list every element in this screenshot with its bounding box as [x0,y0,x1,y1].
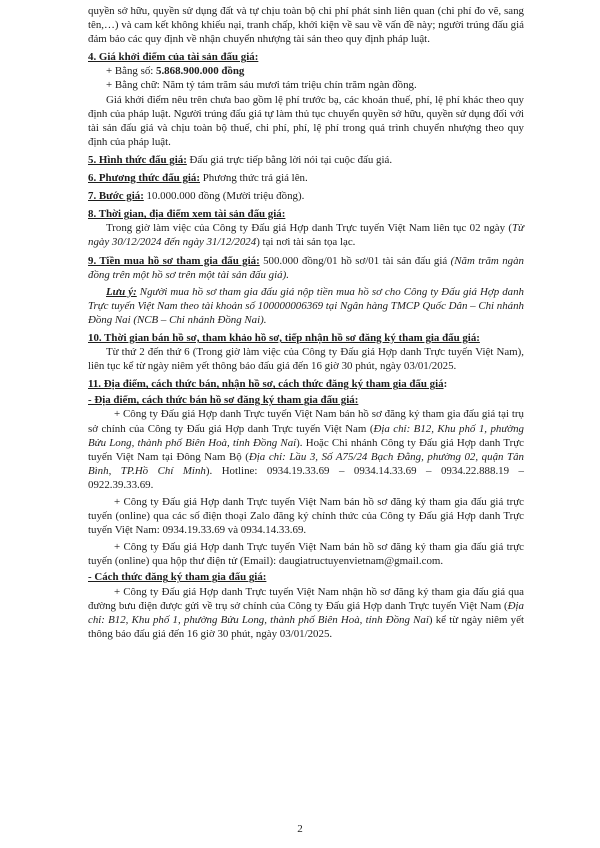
starting-price-note: Giá khởi điểm nêu trên chưa bao gồm lệ phí trước bạ, các khoản thuế, phí, lệ phí khác theo quy định của pháp luật. Người trúng đấu giá tự làm thủ tục chuyển quyền sở hữu, quyền sử dụng đối với tài sản đấu giá và chịu toàn bộ thuế, chi phí, phí, lệ phí trong quá trình chuyển nhượng theo quy định của pháp luật. [88,93,524,148]
p1-branch-address: Địa chỉ: Lầu 3, Số A75/24 Bạch Đằng, phường 02, quận Tân Bình, TP.Hồ Chí Minh [88,450,524,477]
section-11-title-colon: : [443,378,448,391]
section-11-title-text: 11. Địa điểm, cách thức bán, nhận hồ sơ, cách thức đăng ký tham gia đấu giá [88,378,444,391]
section-8-title-text: 8. Thời gian, địa điểm xem tài sản đấu giá: [88,208,286,221]
section-4-title [88,50,524,64]
starting-price-number [88,64,524,78]
page-number: 2 [297,823,303,835]
p1-a: + Công ty Đấu giá Hợp danh Trực tuyến Việt Nam bán hồ sơ đăng ký tham gia đấu giá tại trụ sở chính của Công ty Đấu giá Hợp danh Trực tuyến Việt Nam ( [88,408,524,435]
p1-c: ). Hoặc Chi nhánh Công ty Đấu giá Hợp danh Trực tuyến Việt Nam tại Đông Nam Bộ ( [88,436,524,463]
section-9-note-label: Lưu ý: [106,285,137,298]
p4-address: Địa chỉ: B12, Khu phố 1, phường Bửu Long, thành phố Biên Hoà, tỉnh Đồng Nai [88,599,524,626]
p4-c: ) kể từ ngày niêm yết thông báo đấu giá đến 16 giờ 30 phút, ngày 03/01/2025. [88,613,524,640]
section-8-dates: Từ ngày 30/12/2024 đến ngày 31/12/2024 [88,222,524,249]
section-9-text: 500.000 đồng/01 hồ sơ/01 tài sản đấu giá [259,254,451,267]
intro-paragraph: quyền sở hữu, quyền sử dụng đất và tự chịu toàn bộ chi phí phát sinh liên quan (chi phí đo vẽ, sang tên,…) và cam kết không khiếu nại, tranh chấp, khởi kiện về sau về vấn đề này; người trúng đấu giá đảm bảo các quy định về nhận chuyển nhượng tài sản theo quy định pháp luật. [88,5,524,46]
section-9-title: 9. Tiền mua hồ sơ tham gia đấu giá: [88,254,260,267]
section-7-text: 10.000.000 đồng (Mười triệu đồng). [143,190,305,203]
section-8-text-a: Trong giờ làm việc của Công ty Đấu giá Hợp danh Trực tuyến Việt Nam liên tục 02 ngày ( [106,222,512,235]
section-9 [88,254,524,282]
section-9-note [88,285,524,327]
p1-e: ). Hotline: 0934.19.33.69 – 0934.14.33.69 – 0934.22.888.19 – 0922.39.33.69. [88,464,524,491]
starting-price-words: + Bằng chữ: Năm tỷ tám trăm sáu mươi tám triệu chín trăm ngàn đồng. [106,79,417,92]
section-5-text: Đấu giá trực tiếp bằng lời nói tại cuộc đấu giá. [186,153,393,166]
section-11-sub2 [88,570,524,584]
section-7 [88,189,524,203]
section-9-text-italic: (Năm trăm ngàn đồng trên một hồ sơ trên một tài sản đấu giá). [88,254,524,281]
section-6 [88,171,524,185]
section-11-paragraph-2: + Công ty Đấu giá Hợp danh Trực tuyến Việt Nam bán hồ sơ đăng ký tham gia đấu giá trực tuyến (online) qua các số điện thoại Zalo đăng ký chính thức của Công ty Đấu giá Hợp danh Trực tuyến Việt Nam: 0934.19.33.69 và 0934.14.33.69. [88,496,524,537]
section-6-text: Phương thức trả giá lên. [200,172,308,185]
section-7-title: 7. Bước giá: [88,190,144,203]
section-11-paragraph-1 [88,407,524,492]
section-5-title: 5. Hình thức đấu giá: [88,153,187,166]
section-11-sub2-text: - Cách thức đăng ký tham gia đấu giá: [88,571,267,584]
section-10-title [88,331,524,345]
section-5 [88,153,524,167]
section-9-note-text: Người mua hồ sơ tham gia đấu giá nộp tiền mua hồ sơ cho Công ty Đấu giá Hợp danh Trực tuyến Việt Nam theo tài khoản số 100000006369 tại Ngân hàng TMCP Quốc Dân – Chi nhánh Đồng Nai (NCB – Chi nhánh Đồng Nai). [88,285,525,326]
section-10-text: Từ thứ 2 đến thứ 6 (Trong giờ làm việc của Công ty Đấu giá Hợp danh Trực tuyến Việt Nam), liên tục kể từ ngày niêm yết thông báo đấu giá đến 16 giờ 30 phút, ngày 03/01/2025. [88,346,524,373]
section-8-text [88,221,524,249]
section-8-text-c: ) tại nơi tài sản tọa lạc. [256,236,356,249]
section-10-title-text: 10. Thời gian bán hồ sơ, tham khảo hồ sơ, tiếp nhận hồ sơ đăng ký tham gia đấu giá: [88,331,480,344]
starting-price-number-label: + Bằng số: [106,65,157,78]
section-11-sub1-text: - Địa điểm, cách thức bán hồ sơ đăng ký tham gia đấu giá: [88,394,359,407]
section-11-title [88,377,524,391]
section-6-title: 6. Phương thức đấu giá: [88,172,200,185]
section-11-paragraph-4 [88,585,524,641]
section-11-paragraph-3: + Công ty Đấu giá Hợp danh Trực tuyến Việt Nam bán hồ sơ đăng ký tham gia đấu giá trực tuyến (online) qua hộp thư điện tử (Email): daugiatructuyenvietnam@gmail.com. [88,541,524,568]
section-11-sub1 [88,393,524,407]
section-4-title-text: 4. Giá khởi điểm của tài sản đấu giá: [88,51,259,64]
section-8-title [88,207,524,221]
p4-a: + Công ty Đấu giá Hợp danh Trực tuyến Việt Nam nhận hồ sơ đăng ký tham gia đấu giá qua đường bưu điện được gửi về trụ sở chính của Công ty Đấu giá Hợp danh Trực tuyến Việt Nam ( [88,585,524,612]
starting-price-number-value: 5.868.900.000 đồng [156,65,245,78]
p1-main-office-address: Địa chỉ: B12, Khu phố 1, phường Bửu Long, thành phố Biên Hoà, tỉnh Đồng Nai [88,422,524,449]
